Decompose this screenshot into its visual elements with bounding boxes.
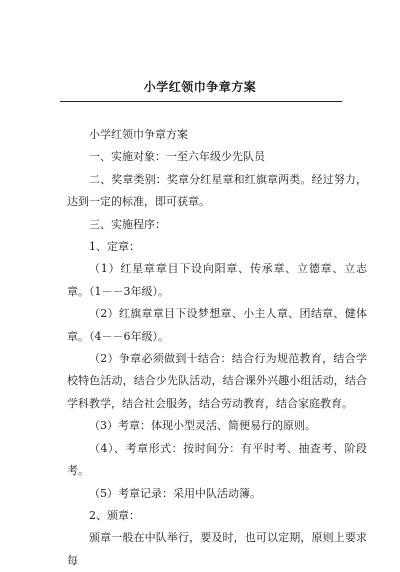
paragraph-exam: （3）考章：体现小型灵活、简便易行的原则。 — [89, 419, 316, 433]
paragraph-exam-form: （4）、考章形式：按时间分：有平时考、抽查考、阶段考。 — [67, 441, 367, 478]
paragraph-ten-combinations: （2）争章必须做到十结合：结合行为规范教育，结合学校特色活动，结合少先队活动，结合课外兴趣小组活动，结合学科教学，结合社会服务，结合劳动教育，结合家庭教育。 — [67, 352, 367, 410]
paragraph-award-detail: 颁章一般在中队举行，要及时，也可以定期，原则上要求每 — [67, 531, 367, 567]
paragraph-heading: 小学红领巾争章方案 — [89, 128, 188, 141]
title-divider — [60, 101, 342, 102]
document-body — [67, 124, 367, 572]
paragraph-award: 2、颁章： — [89, 508, 140, 522]
paragraph-categories: 二、奖章类别：奖章分红星章和红旗章两类。经过努力，达到一定的标准，即可获章。 — [67, 172, 367, 209]
paragraph-red-flag: （2）红旗章章目下设梦想章、小主人章、团结章、健体章。（4－－6年级）。 — [67, 307, 367, 343]
document-title: 小学红领巾争章方案 — [143, 80, 257, 94]
paragraph-red-star: （1）红星章章目下设向阳章、传承章、立德章、立志章。（1－－3年级）。 — [67, 262, 367, 298]
paragraph-exam-record: （5）考章记录：采用中队活动簿。 — [89, 486, 261, 500]
paragraph-procedure: 三、实施程序： — [89, 217, 166, 231]
paragraph-target: 一、实施对象：一至六年级少先队员 — [89, 150, 265, 164]
paragraph-set-badges: 1、定章： — [89, 240, 140, 254]
